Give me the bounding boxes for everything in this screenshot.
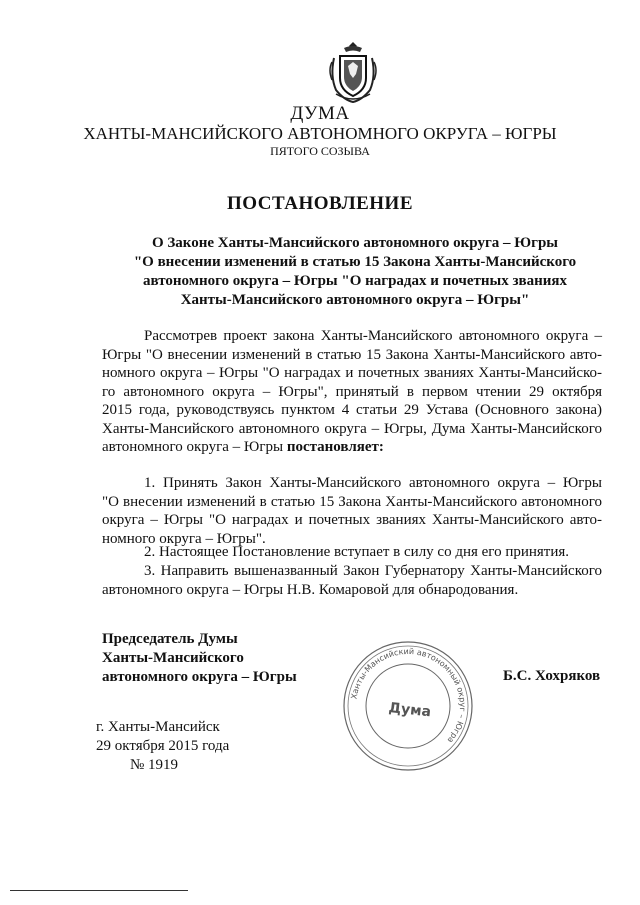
body-line: 1. Принять Закон Ханты-Мансийского автономного округа – Югры <box>144 475 602 491</box>
org-name: ДУМА <box>290 103 350 124</box>
body-line: Рассмотрев проект закона Ханты-Мансийского автономного округа – <box>144 328 602 344</box>
body-line: 3. Направить вышеназванный Закон Губернатору Ханты-Мансийского <box>144 563 602 579</box>
position-line: Председатель Думы <box>102 631 238 647</box>
stamp-center-text: Дума <box>387 700 432 721</box>
okrug-name: ХАНТЫ-МАНСИЙСКОГО АВТОНОМНОГО ОКРУГА – ЮГРЫ <box>83 124 557 143</box>
item-1-paragraph <box>102 474 602 548</box>
body-line-last <box>102 438 602 457</box>
document-number: № 1919 <box>130 757 179 773</box>
body-line: 2. Настоящее Постановление вступает в силу со дня его принятия. <box>144 544 570 560</box>
body-line: 2015 года, руководствуясь пунктом 4 статьи 29 Устава (Основного закона) <box>102 402 602 418</box>
convocation: ПЯТОГО СОЗЫВА <box>270 144 370 158</box>
body-line: Югры "О внесении изменений в статью 15 Закона Ханты-Мансийского авто- <box>102 346 602 363</box>
stamp-ring-text: Ханты-Мансийский автономный округ – Югра <box>349 646 468 745</box>
body-line: номного округа – Югры". <box>102 530 266 547</box>
document-title <box>90 234 620 310</box>
signer-name: Б.С. Хохряков <box>503 668 601 684</box>
place-date-block <box>96 718 229 775</box>
preamble-end-text: автономного округа – Югры <box>102 439 287 455</box>
coat-of-arms-emblem <box>326 40 380 104</box>
body-line: "О внесении изменений в статью 15 Закона Ханты-Мансийского автономного <box>102 493 602 510</box>
title-line: Ханты-Мансийского автономного округа – Югры" <box>180 292 530 308</box>
body-line: округа – Югры "О наградах и почетных званиях Ханты-Мансийского авто- <box>102 512 602 528</box>
position-line: Ханты-Мансийского <box>102 650 244 666</box>
item-2-paragraph <box>102 543 602 562</box>
item-3-paragraph <box>102 562 602 599</box>
date: 29 октября 2015 года <box>96 738 230 754</box>
official-stamp <box>340 638 476 774</box>
title-line: О Законе Ханты-Мансийского автономного округа – Югры <box>151 235 559 251</box>
signatory-position <box>102 630 297 687</box>
body-line: номного округа – Югры "О наградах и почетных званиях Ханты-Мансийско- <box>102 365 602 381</box>
city: г. Ханты-Мансийск <box>96 719 220 735</box>
footer-divider <box>10 890 188 891</box>
body-line: Ханты-Мансийского автономного округа – Югры, Дума Ханты-Мансийского <box>102 420 602 437</box>
preamble-paragraph <box>102 327 602 457</box>
title-line: "О внесении изменений в статью 15 Закона Ханты-Мансийского <box>133 254 577 270</box>
title-line: автономного округа – Югры "О наградах и почетных званиях <box>142 273 568 289</box>
resolves-keyword: постановляет: <box>286 439 384 455</box>
document-type: ПОСТАНОВЛЕНИЕ <box>226 193 414 214</box>
body-line: автономного округа – Югры Н.В. Комаровой для обнародования. <box>102 581 519 598</box>
position-line: автономного округа – Югры <box>102 669 297 685</box>
body-line: го автономного округа – Югры", принятый в первом чтении 29 октября <box>102 383 602 400</box>
